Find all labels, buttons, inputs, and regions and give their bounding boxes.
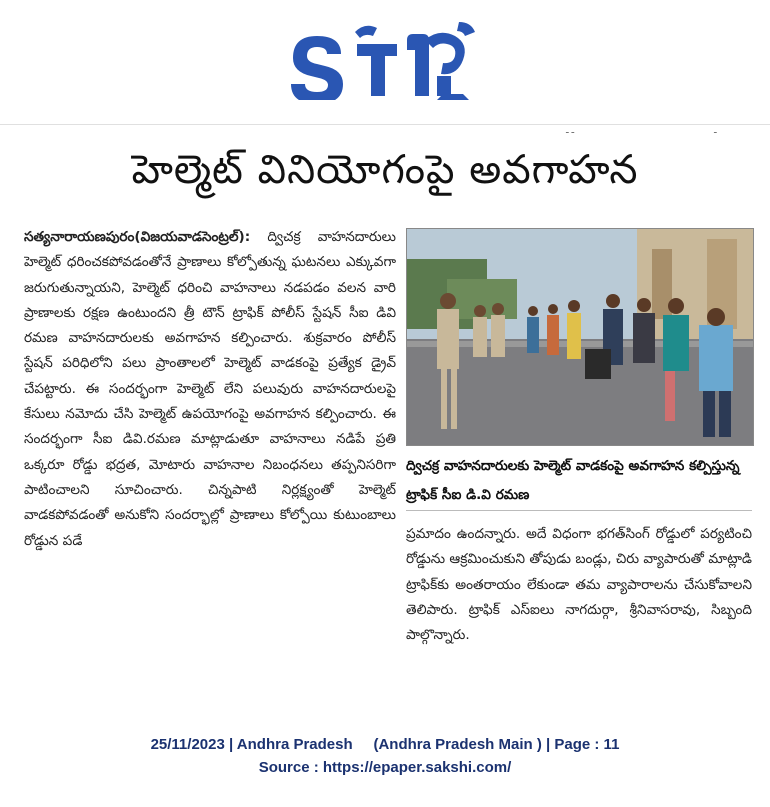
article-body-left-column <box>24 225 396 695</box>
article-body-right-column: ప్రమాదం ఉందన్నారు. అదే విధంగా భగత్‌సింగ్ రోడ్డులో పర్యటించి రోడ్డును ఆక్రమించుకుని తోపుడు బండ్లు, చిరు వ్యాపారుతో మాట్లాడి ట్రాఫిక్‌కు అంతరాయం లేకుండా తమ వ్యాపారాలను చేసుకోవాలని తెలిపారు. ట్రాఫిక్ ఎస్ఐలు నాగదుర్గా, శ్రీనివాసరావు, సిబ్బంది పాల్గొన్నారు. <box>406 526 752 644</box>
crop-mark: ـ ـ <box>566 126 575 136</box>
street-scene-illustration <box>407 229 753 445</box>
sakshi-logo <box>287 18 483 100</box>
footer-source-link[interactable]: Source : https://epaper.sakshi.com/ <box>258 759 512 776</box>
article-headline: హెల్మెట్ వినియోగంపై అవగాహన <box>131 147 639 193</box>
article-body-left-text: ద్విచక్ర వాహనదారులు హెల్మెట్ ధరించకపోవడంతోనే ప్రాణాలు కోల్పోతున్న ఘటనలు ఎక్కువగా జరుగుతున్నాయని, హెల్మెట్ ధరించి వాహనాలు నడపడం వలన వారి ప్రాణాలకు రక్షణ ఉంటుందని త్రీ టౌన్ ట్రాఫిక్ పోలీస్ స్టేషన్ సీఐ డివి రమణ వాహనదారులకు అవగాహన కల్పించారు. శుక్రవారం పోలీస్ స్టేషన్ పరిధిలోని పలు ప్రాంతాలలో హెల్మెట్ వాడకంపై ప్రత్యేక డ్రైవ్ చేపట్టారు. ఈ సందర్భంగా హెల్మెట్ లేని పలువురు వాహనదారులపై కేసులు నమోదు చేసి హెల్మెట్ ఉపయోగంపై అవగాహన కల్పించారు. ఈ సందర్భంగా సీఐ డివి.రమణ మాట్లాడుతూ వాహనాలు నడిపే ప్రతి ఒక్కరూ రోడ్డు భద్రత, మోటారు వాహనాల నిబంధనలు తప్పనిసరిగా పాటించాలని సూచించారు. చిన్నపాటి నిర్లక్ష్యంతో హెల్మెట్ వాడకపోవడంతో అనుకోని సందర్భాల్లో ప్రాణాలు కోల్పోయి కుటుంబాలు రోడ్డున పడే <box>24 229 396 549</box>
footer-edition-info: 25/11/2023 | Andhra Pradesh (Andhra Pradesh Main ) | Page : 11 <box>150 736 620 753</box>
article-photo <box>406 228 754 446</box>
caption-divider <box>406 510 752 511</box>
page-footer <box>0 733 770 779</box>
article-dateline: సత్యనారాయణపురం(విజయవాడసెంట్రల్): <box>24 229 251 245</box>
sakshi-logo-artwork <box>287 18 483 100</box>
crop-mark: ـ <box>714 126 717 136</box>
photo-caption: ద్విచక్ర వాహనదారులకు హెల్మెట్ వాడకంపై అవగాహన కల్పిస్తున్న ట్రాఫిక్ సీఐ డి.వి రమణ <box>406 458 740 503</box>
masthead-divider <box>0 124 770 125</box>
